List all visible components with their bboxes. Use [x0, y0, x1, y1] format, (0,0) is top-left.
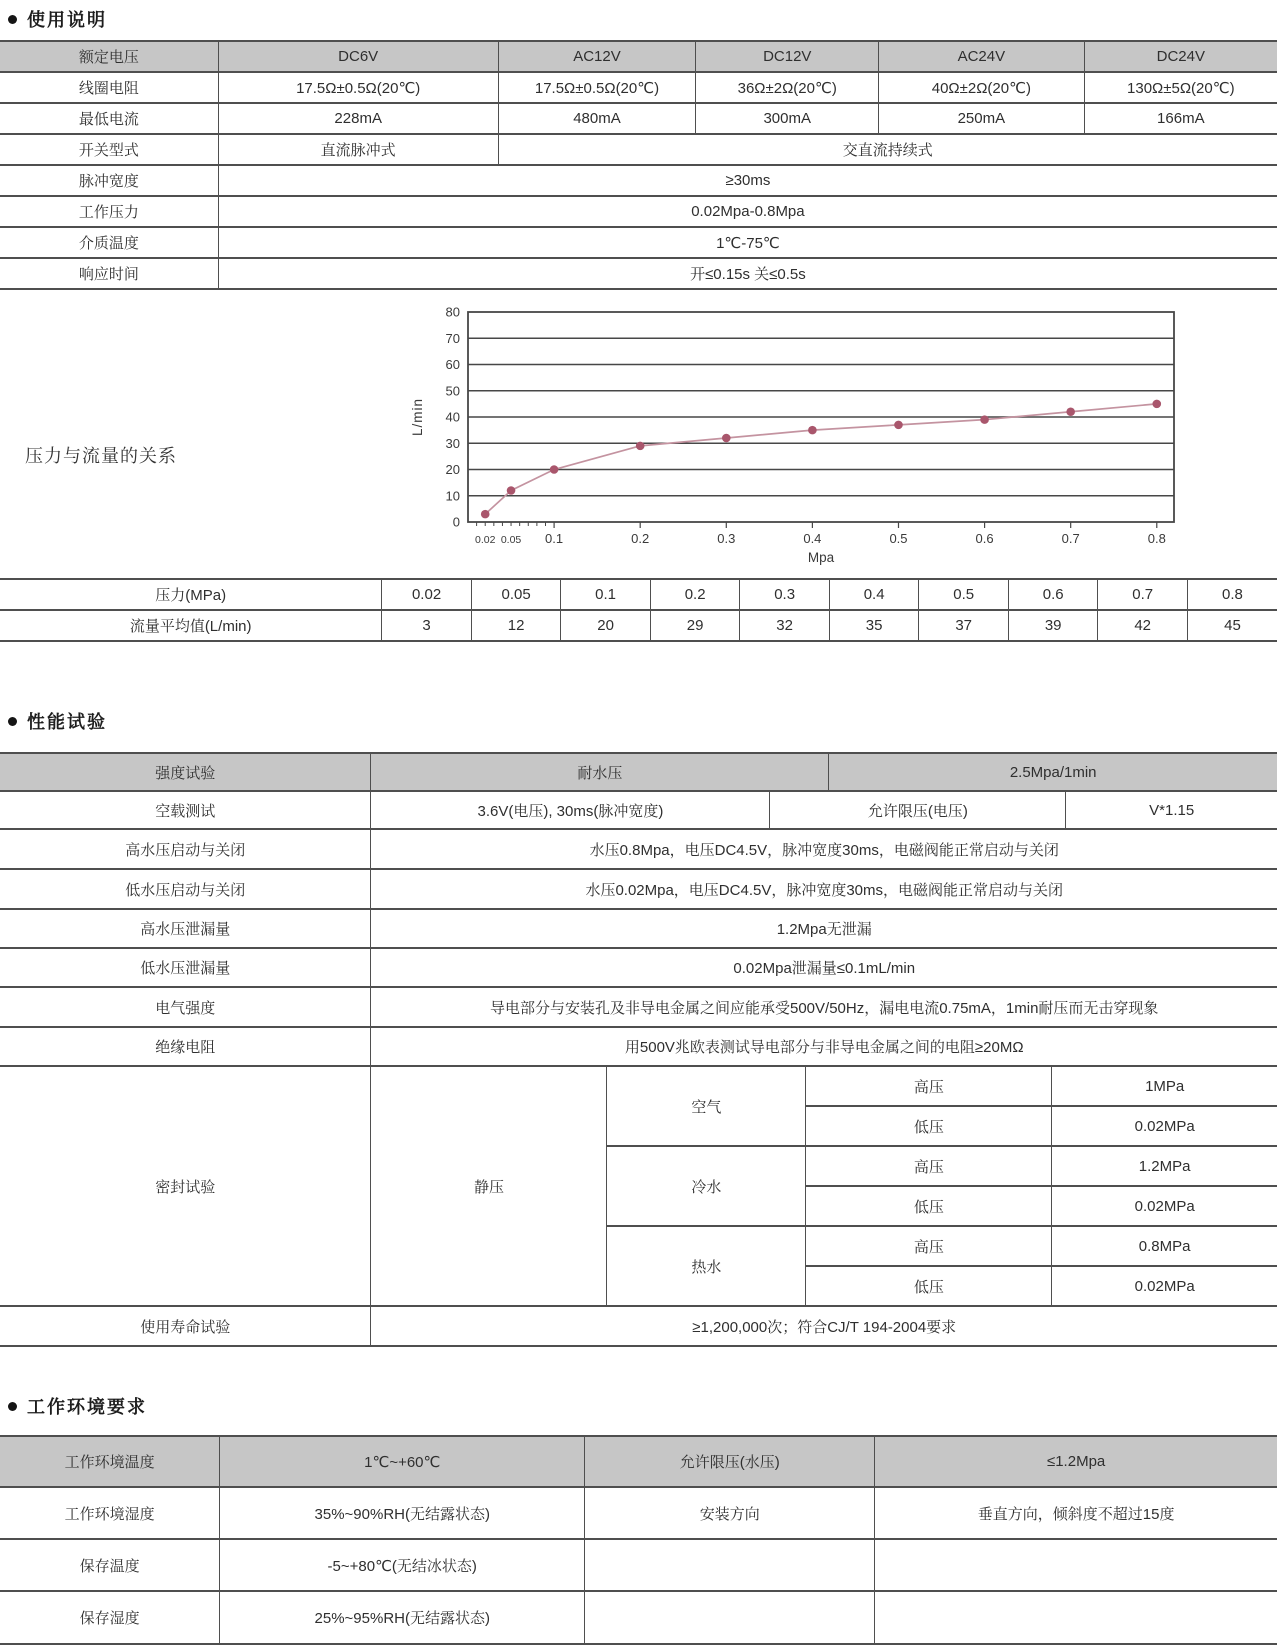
table-row	[0, 948, 1277, 987]
value-cell: 0.5	[919, 579, 1009, 610]
value-cell: 热水	[607, 1226, 806, 1306]
value-cell: 480mA	[498, 103, 696, 134]
value-cell: V*1.15	[1066, 791, 1277, 829]
table-row	[0, 869, 1277, 909]
section-title-environment-text: 工作环境要求	[27, 1397, 147, 1417]
header-cell: 允许限压(水压)	[585, 1436, 875, 1487]
value-cell: 45	[1187, 610, 1277, 641]
header-cell: 工作环境温度	[0, 1436, 220, 1487]
svg-text:0.5: 0.5	[889, 531, 908, 546]
value-cell: 35	[829, 610, 919, 641]
value-cell: 水压0.02Mpa，电压DC4.5V，脉冲宽度30ms，电磁阀能正常启动与关闭	[371, 869, 1277, 909]
value-cell: 0.02Mpa泄漏量≤0.1mL/min	[371, 948, 1277, 987]
table-row	[0, 165, 1277, 196]
value-cell: 12	[471, 610, 561, 641]
section-title-performance	[0, 708, 1277, 734]
row-label-cell: 高水压启动与关闭	[0, 829, 371, 869]
table-row	[0, 196, 1277, 227]
value-cell: ≥1,200,000次；符合CJ/T 194-2004要求	[371, 1306, 1277, 1346]
svg-text:0.6: 0.6	[975, 531, 994, 546]
environment-table	[0, 1435, 1277, 1645]
row-label-cell: 保存温度	[0, 1539, 220, 1591]
svg-text:0.05: 0.05	[500, 534, 522, 546]
svg-text:30: 30	[445, 435, 460, 451]
spec-table	[0, 40, 1277, 290]
svg-text:50: 50	[445, 383, 460, 399]
value-cell: 低压	[806, 1266, 1052, 1306]
value-cell: 0.02MPa	[1052, 1186, 1277, 1226]
performance-table	[0, 752, 1277, 1347]
value-cell	[585, 1591, 875, 1644]
row-label-cell: 工作环境湿度	[0, 1487, 220, 1539]
chart-side-label: 压力与流量的关系	[25, 446, 177, 466]
header-cell: 额定电压	[0, 41, 218, 72]
table-row	[0, 227, 1277, 258]
table-row	[0, 1436, 1277, 1487]
table-row	[0, 1539, 1277, 1591]
value-cell: 0.1	[561, 579, 651, 610]
value-cell: 3	[382, 610, 472, 641]
svg-text:20: 20	[445, 462, 460, 477]
svg-text:0.3: 0.3	[717, 531, 736, 546]
table-row	[0, 103, 1277, 134]
value-cell: 0.2	[650, 579, 740, 610]
value-cell: 0.3	[740, 579, 830, 610]
svg-text:40: 40	[445, 409, 460, 425]
row-label-cell: 低水压泄漏量	[0, 948, 371, 987]
flow-table	[0, 578, 1277, 642]
svg-text:0.1: 0.1	[545, 531, 564, 546]
gridlines	[468, 312, 1174, 522]
row-label-cell: 工作压力	[0, 196, 218, 227]
value-cell: 32	[740, 610, 830, 641]
value-cell: 39	[1008, 610, 1098, 641]
value-cell: 1.2Mpa无泄漏	[371, 909, 1277, 948]
value-cell: 0.8MPa	[1052, 1226, 1277, 1266]
row-label-cell: 空载测试	[0, 791, 371, 829]
row-label-cell: 保存湿度	[0, 1591, 220, 1644]
bullet-icon	[8, 1402, 17, 1411]
value-cell: 垂直方向，倾斜度不超过15度	[875, 1487, 1277, 1539]
value-cell: 低压	[806, 1186, 1052, 1226]
value-cell: 0.02Mpa-0.8Mpa	[218, 196, 1277, 227]
header-cell: 强度试验	[0, 753, 371, 791]
svg-text:10: 10	[445, 488, 460, 504]
value-cell: 0.02MPa	[1052, 1106, 1277, 1146]
table-row	[0, 829, 1277, 869]
value-cell	[875, 1591, 1277, 1644]
value-cell: 高压	[806, 1066, 1052, 1106]
value-cell: 35%~90%RH(无结露状态)	[220, 1487, 585, 1539]
value-cell: 1.2MPa	[1052, 1146, 1277, 1186]
value-cell: 用500V兆欧表测试导电部分与非导电金属之间的电阻≥20MΩ	[371, 1027, 1277, 1066]
svg-text:60: 60	[445, 357, 460, 372]
value-cell: 40Ω±2Ω(20℃)	[879, 72, 1085, 103]
header-cell: AC24V	[879, 41, 1085, 72]
table-row	[0, 791, 1277, 829]
value-cell: 0.05	[471, 579, 561, 610]
value-cell: 低压	[806, 1106, 1052, 1146]
row-label-cell: 流量平均值(L/min)	[0, 610, 382, 641]
bullet-icon	[8, 15, 17, 24]
value-cell: 交直流持续式	[498, 134, 1277, 165]
header-cell: 耐水压	[371, 753, 829, 791]
flow-line	[485, 404, 1157, 514]
header-cell: DC24V	[1084, 41, 1277, 72]
row-label-cell: 电气强度	[0, 987, 371, 1027]
value-cell: 20	[561, 610, 651, 641]
value-cell: 0.6	[1008, 579, 1098, 610]
section-title-usage-text: 使用说明	[27, 10, 107, 30]
row-label-cell: 高水压泄漏量	[0, 909, 371, 948]
table-row	[0, 1027, 1277, 1066]
value-cell: 水压0.8Mpa，电压DC4.5V，脉冲宽度30ms，电磁阀能正常启动与关闭	[371, 829, 1277, 869]
row-label-cell: 开关型式	[0, 134, 218, 165]
row-label-cell: 线圈电阻	[0, 72, 218, 103]
value-cell: 25%~95%RH(无结露状态)	[220, 1591, 585, 1644]
row-label-cell: 密封试验	[0, 1066, 371, 1306]
value-cell: 1MPa	[1052, 1066, 1277, 1106]
value-cell: 空气	[607, 1066, 806, 1146]
svg-text:0.7: 0.7	[1061, 531, 1080, 546]
value-cell: -5~+80℃(无结冰状态)	[220, 1539, 585, 1591]
value-cell: 130Ω±5Ω(20℃)	[1084, 72, 1277, 103]
value-cell: ≥30ms	[218, 165, 1277, 196]
table-row	[0, 987, 1277, 1027]
svg-text:0.2: 0.2	[631, 531, 650, 546]
svg-text:0: 0	[452, 514, 460, 530]
value-cell: 静压	[371, 1066, 607, 1306]
value-cell: 安装方向	[585, 1487, 875, 1539]
table-row	[0, 610, 1277, 641]
row-label-cell: 压力(MPa)	[0, 579, 382, 610]
table-row	[0, 72, 1277, 103]
value-cell: 冷水	[607, 1146, 806, 1226]
row-label-cell: 脉冲宽度	[0, 165, 218, 196]
header-cell: AC12V	[498, 41, 696, 72]
value-cell: 0.8	[1187, 579, 1277, 610]
value-cell: 高压	[806, 1226, 1052, 1266]
datasheet-page	[0, 6, 1277, 1645]
value-cell: 高压	[806, 1146, 1052, 1186]
header-cell: ≤1.2Mpa	[875, 1436, 1277, 1487]
table-row	[0, 258, 1277, 289]
row-label-cell: 低水压启动与关闭	[0, 869, 371, 909]
row-label-cell: 最低电流	[0, 103, 218, 134]
table-row	[0, 579, 1277, 610]
row-label-cell: 响应时间	[0, 258, 218, 289]
table-row	[0, 1591, 1277, 1644]
table-row	[0, 1487, 1277, 1539]
section-title-usage	[0, 6, 1277, 32]
value-cell: 29	[650, 610, 740, 641]
svg-text:0.8: 0.8	[1147, 531, 1166, 546]
value-cell: 开≤0.15s 关≤0.5s	[218, 258, 1277, 289]
value-cell: 42	[1098, 610, 1188, 641]
section-title-environment	[0, 1393, 1277, 1419]
header-cell: DC12V	[696, 41, 879, 72]
bullet-icon	[8, 717, 17, 726]
svg-text:0.02: 0.02	[475, 534, 496, 546]
table-row	[0, 1066, 1277, 1106]
value-cell: 166mA	[1084, 103, 1277, 134]
value-cell	[585, 1539, 875, 1591]
row-label-cell: 绝缘电阻	[0, 1027, 371, 1066]
x-axis-ticks	[477, 522, 1157, 528]
svg-text:80: 80	[445, 304, 460, 320]
table-row	[0, 134, 1277, 165]
value-cell: 1℃-75℃	[218, 227, 1277, 258]
x-axis-title: Mpa	[807, 550, 835, 565]
value-cell: 0.7	[1098, 579, 1188, 610]
y-axis-labels	[446, 305, 460, 530]
svg-text:70: 70	[445, 330, 460, 346]
value-cell: 17.5Ω±0.5Ω(20℃)	[498, 72, 696, 103]
x-axis-labels	[475, 531, 1166, 546]
header-cell: 2.5Mpa/1min	[829, 753, 1277, 791]
section-title-performance-text: 性能试验	[27, 712, 107, 732]
value-cell: 37	[919, 610, 1009, 641]
value-cell: 0.02	[382, 579, 472, 610]
value-cell: 允许限压(电压)	[770, 791, 1066, 829]
row-label-cell: 介质温度	[0, 227, 218, 258]
value-cell: 导电部分与安装孔及非导电金属之间应能承受500V/50Hz，漏电电流0.75mA，1min耐压而无击穿现象	[371, 987, 1277, 1027]
svg-text:0.4: 0.4	[803, 531, 822, 546]
table-row	[0, 1306, 1277, 1346]
value-cell: 0.02MPa	[1052, 1266, 1277, 1306]
table-row	[0, 909, 1277, 948]
value-cell: 3.6V(电压), 30ms(脉冲宽度)	[371, 791, 770, 829]
value-cell: 直流脉冲式	[218, 134, 498, 165]
header-cell: DC6V	[218, 41, 498, 72]
table-row	[0, 41, 1277, 72]
value-cell: 300mA	[696, 103, 879, 134]
header-cell: 1℃~+60℃	[220, 1436, 585, 1487]
value-cell: 36Ω±2Ω(20℃)	[696, 72, 879, 103]
row-label-cell: 使用寿命试验	[0, 1306, 371, 1346]
value-cell: 250mA	[879, 103, 1085, 134]
value-cell: 228mA	[218, 103, 498, 134]
flow-chart-svg	[406, 302, 1186, 566]
value-cell: 0.4	[829, 579, 919, 610]
table-row	[0, 753, 1277, 791]
chart-section	[0, 290, 1277, 564]
value-cell	[875, 1539, 1277, 1591]
y-axis-title: L/min	[410, 397, 425, 437]
value-cell: 17.5Ω±0.5Ω(20℃)	[218, 72, 498, 103]
